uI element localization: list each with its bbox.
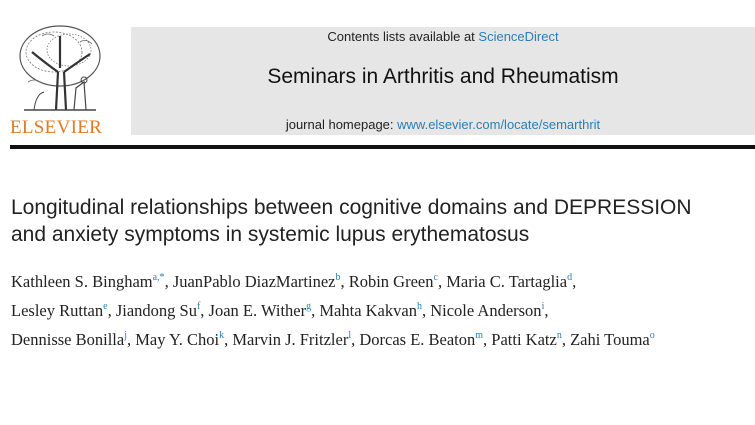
affiliation-marker[interactable]: g xyxy=(306,301,312,312)
author-separator: , xyxy=(311,301,320,320)
affiliation-marker[interactable]: k xyxy=(219,330,225,341)
affiliation-marker[interactable]: i xyxy=(541,301,545,312)
author[interactable]: Robin Green xyxy=(348,272,434,291)
author-separator: , xyxy=(421,301,431,320)
elsevier-wordmark: ELSEVIER xyxy=(10,117,103,138)
author-separator: , xyxy=(126,330,136,349)
article-title-line-2: and anxiety symptoms in systemic lupus erythematosus xyxy=(11,223,530,246)
affiliation-marker[interactable]: a,* xyxy=(152,272,165,283)
author-line-2 xyxy=(11,294,755,323)
author-separator: , xyxy=(164,272,173,291)
author[interactable]: Marvin J. Fritzler xyxy=(232,330,349,349)
author-separator: , xyxy=(107,301,116,320)
author-separator: , xyxy=(340,272,349,291)
affiliation-marker[interactable]: o xyxy=(649,330,655,341)
homepage-line xyxy=(131,117,755,132)
author[interactable]: Lesley Ruttan xyxy=(11,301,104,320)
author[interactable]: Nicole Anderson xyxy=(430,301,542,320)
author-separator: , xyxy=(544,301,549,320)
author[interactable]: Zahi Touma xyxy=(570,330,650,349)
author[interactable]: Maria C. Tartaglia xyxy=(446,272,568,291)
author[interactable]: Dennisse Bonilla xyxy=(11,330,125,349)
affiliation-marker[interactable]: m xyxy=(475,330,484,341)
author-separator: , xyxy=(483,330,492,349)
affiliation-marker[interactable]: e xyxy=(103,301,108,312)
author-line-3 xyxy=(11,323,755,352)
author-separator: , xyxy=(200,301,209,320)
author[interactable]: JuanPablo DiazMartinez xyxy=(172,272,336,291)
article-title-line-1: Longitudinal relationships between cognitive domains and DEPRESSION xyxy=(11,196,692,219)
author[interactable]: Kathleen S. Bingham xyxy=(11,272,153,291)
affiliation-marker[interactable]: l xyxy=(348,330,352,341)
elsevier-logo xyxy=(10,22,114,140)
contents-prefix: Contents lists available at xyxy=(327,29,479,44)
header-rule xyxy=(10,145,755,149)
author[interactable]: Patti Katz xyxy=(491,330,557,349)
affiliation-marker[interactable]: f xyxy=(196,301,201,312)
author[interactable]: Mahta Kakvan xyxy=(319,301,417,320)
author-separator: , xyxy=(351,330,360,349)
contents-line xyxy=(131,29,755,44)
affiliation-marker[interactable]: c xyxy=(433,272,438,283)
affiliation-marker[interactable]: b xyxy=(335,272,341,283)
author[interactable]: Dorcas E. Beaton xyxy=(359,330,476,349)
author[interactable]: May Y. Choi xyxy=(135,330,220,349)
affiliation-marker[interactable]: d xyxy=(567,272,573,283)
homepage-link[interactable]: www.elsevier.com/locate/semarthrit xyxy=(397,117,601,132)
author-line-1 xyxy=(11,265,755,294)
affiliation-marker[interactable]: n xyxy=(556,330,562,341)
author-separator: , xyxy=(572,272,577,291)
author-list xyxy=(11,265,755,352)
affiliation-marker[interactable]: h xyxy=(416,301,422,312)
author-separator: , xyxy=(224,330,233,349)
tree-icon xyxy=(14,22,106,114)
homepage-prefix: journal homepage: xyxy=(285,117,398,132)
affiliation-marker[interactable]: j xyxy=(124,330,127,341)
article-title xyxy=(11,194,751,248)
author-separator: , xyxy=(437,272,447,291)
author[interactable]: Jiandong Su xyxy=(115,301,197,320)
author-separator: , xyxy=(561,330,571,349)
sciencedirect-link[interactable]: ScienceDirect xyxy=(478,29,559,44)
author[interactable]: Joan E. Wither xyxy=(208,301,307,320)
journal-title: Seminars in Arthritis and Rheumatism xyxy=(267,65,619,88)
